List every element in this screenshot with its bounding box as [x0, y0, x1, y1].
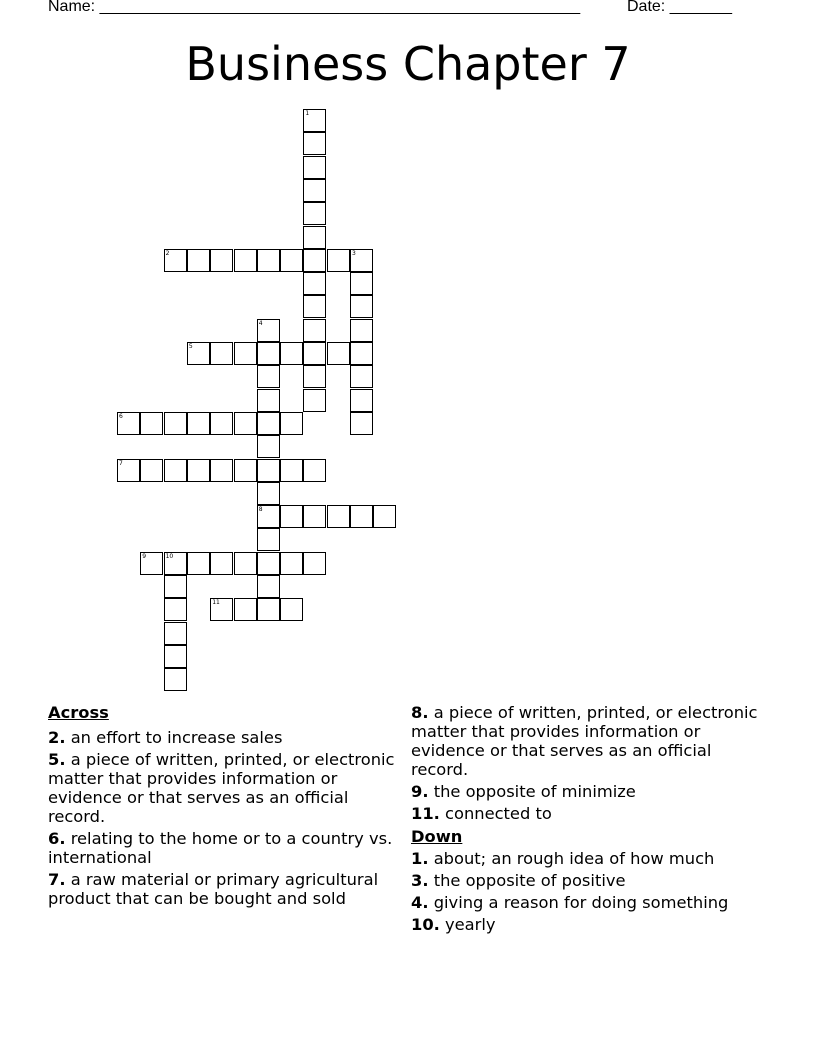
grid-cell[interactable] — [164, 575, 187, 598]
clue-text: a piece of written, printed, or electronic matter that provides information or evidence or that serves as an official record. — [48, 750, 395, 826]
clue-number: 4. — [411, 893, 429, 912]
grid-cell[interactable] — [140, 459, 163, 482]
clue-number: 3. — [411, 871, 429, 890]
grid-cell[interactable] — [303, 109, 326, 132]
cell-number: 3 — [352, 249, 356, 257]
page-title: Business Chapter 7 — [185, 37, 631, 91]
down-clue — [411, 871, 761, 890]
cell-number: 4 — [258, 319, 263, 327]
clue-text: connected to — [445, 804, 552, 823]
grid-cell[interactable] — [280, 598, 303, 621]
across-clue — [48, 728, 400, 747]
clue-number: 7. — [48, 870, 66, 889]
grid-cell[interactable] — [187, 249, 210, 272]
grid-cell[interactable] — [187, 412, 210, 435]
grid-cell[interactable] — [350, 389, 373, 412]
grid-cell[interactable] — [257, 412, 280, 435]
grid-cell[interactable] — [257, 598, 280, 621]
clue-number: 1. — [411, 849, 429, 868]
date-field[interactable]: Date: _______ — [627, 0, 732, 15]
across-clue — [48, 829, 400, 867]
grid-cell[interactable] — [303, 179, 326, 202]
across-clue — [48, 750, 400, 826]
grid-cell[interactable] — [257, 319, 280, 342]
grid-cell[interactable] — [257, 575, 280, 598]
grid-cell[interactable] — [303, 249, 326, 272]
clue-number: 2. — [48, 728, 66, 747]
cell-number: 10 — [165, 552, 174, 560]
cell-number: 8 — [258, 506, 263, 514]
down-clue — [411, 893, 761, 912]
grid-cell[interactable] — [257, 505, 280, 528]
grid-cell[interactable] — [164, 459, 187, 482]
clue-text: the opposite of positive — [433, 871, 626, 890]
cell-number: 5 — [188, 343, 193, 350]
cell-number: 9 — [142, 552, 147, 560]
grid-cell[interactable] — [210, 552, 233, 575]
cell-number: 1 — [305, 110, 310, 117]
grid-cell[interactable] — [257, 389, 280, 412]
grid-cell[interactable] — [164, 668, 187, 691]
grid-cell[interactable] — [234, 459, 257, 482]
grid-cell[interactable] — [164, 645, 187, 668]
grid-cell[interactable] — [187, 342, 210, 365]
grid-cell[interactable] — [257, 365, 280, 388]
grid-cell[interactable] — [303, 459, 326, 482]
grid-cell[interactable] — [210, 412, 233, 435]
grid-cell[interactable] — [303, 272, 326, 295]
cell-number: 2 — [165, 249, 170, 257]
grid-cell[interactable] — [350, 505, 373, 528]
grid-cell[interactable] — [303, 295, 326, 318]
grid-cell[interactable] — [164, 622, 187, 645]
clue-number: 10. — [411, 915, 440, 934]
grid-cell[interactable] — [280, 342, 303, 365]
grid-cell[interactable] — [210, 249, 233, 272]
grid-cell[interactable] — [327, 342, 350, 365]
grid-cell[interactable] — [303, 156, 326, 179]
grid-cell[interactable] — [303, 226, 326, 249]
clue-number: 5. — [48, 750, 66, 769]
grid-cell[interactable] — [350, 342, 373, 365]
clue-text: a raw material or primary agricultural product that can be bought and sold — [48, 870, 379, 908]
grid-cell[interactable] — [303, 505, 326, 528]
grid-cell[interactable] — [164, 249, 187, 272]
clue-text: a piece of written, printed, or electronic matter that provides information or evidence or that serves as an official record. — [411, 703, 758, 779]
cell-number: 6 — [119, 412, 123, 420]
grid-cell[interactable] — [280, 459, 303, 482]
grid-cell[interactable] — [257, 459, 280, 482]
down-clue — [411, 915, 761, 934]
grid-cell[interactable] — [257, 342, 280, 365]
across-clue — [411, 782, 761, 801]
clue-number: 9. — [411, 782, 429, 801]
grid-cell[interactable] — [164, 598, 187, 621]
grid-cell[interactable] — [234, 552, 257, 575]
clue-text: an effort to increase sales — [70, 728, 283, 747]
across-clue — [411, 804, 761, 823]
clue-number: 8. — [411, 703, 429, 722]
across-clue — [48, 870, 400, 908]
across-heading: Across — [48, 703, 109, 722]
grid-cell[interactable] — [303, 202, 326, 225]
down-heading: Down — [411, 827, 463, 846]
name-field[interactable]: Name: ______________________________________________________ — [48, 0, 581, 15]
grid-cell[interactable] — [210, 342, 233, 365]
grid-cell[interactable] — [117, 459, 140, 482]
grid-cell[interactable] — [210, 598, 233, 621]
grid-cell[interactable] — [327, 505, 350, 528]
grid-cell[interactable] — [257, 249, 280, 272]
clues-column-right — [411, 703, 761, 937]
grid-cell[interactable] — [350, 319, 373, 342]
clue-number: 11. — [411, 804, 440, 823]
grid-cell[interactable] — [327, 249, 350, 272]
grid-cell[interactable] — [164, 412, 187, 435]
cell-number: 11 — [212, 599, 220, 607]
grid-cell[interactable] — [303, 319, 326, 342]
across-clue — [411, 703, 761, 779]
grid-cell[interactable] — [350, 272, 373, 295]
grid-cell[interactable] — [234, 412, 257, 435]
clue-text: giving a reason for doing something — [433, 893, 729, 912]
grid-cell[interactable] — [350, 365, 373, 388]
grid-cell[interactable] — [140, 552, 163, 575]
clue-text: the opposite of minimize — [433, 782, 636, 801]
grid-cell[interactable] — [187, 459, 210, 482]
grid-cell[interactable] — [257, 435, 280, 458]
grid-cell[interactable] — [373, 505, 396, 528]
grid-cell[interactable] — [257, 482, 280, 505]
grid-cell[interactable] — [303, 389, 326, 412]
grid-cell[interactable] — [280, 249, 303, 272]
grid-cell[interactable] — [117, 412, 140, 435]
clue-text: yearly — [445, 915, 496, 934]
down-clue — [411, 849, 761, 868]
grid-cell[interactable] — [303, 365, 326, 388]
grid-cell[interactable] — [210, 459, 233, 482]
grid-cell[interactable] — [187, 552, 210, 575]
grid-cell[interactable] — [234, 598, 257, 621]
grid-cell[interactable] — [164, 552, 187, 575]
cell-number: 7 — [119, 459, 123, 467]
grid-cell[interactable] — [350, 295, 373, 318]
grid-cell[interactable] — [303, 342, 326, 365]
grid-cell[interactable] — [350, 412, 373, 435]
grid-cell[interactable] — [140, 412, 163, 435]
grid-cell[interactable] — [303, 132, 326, 155]
grid-cell[interactable] — [280, 505, 303, 528]
clues-column-left — [48, 703, 400, 911]
grid-cell[interactable] — [257, 552, 280, 575]
grid-cell[interactable] — [350, 249, 373, 272]
grid-cell[interactable] — [234, 249, 257, 272]
clue-text: relating to the home or to a country vs. international — [48, 829, 393, 867]
clue-text: about; an rough idea of how much — [433, 849, 715, 868]
grid-cell[interactable] — [303, 552, 326, 575]
grid-cell[interactable] — [280, 412, 303, 435]
clue-number: 6. — [48, 829, 66, 848]
grid-cell[interactable] — [257, 528, 280, 551]
grid-cell[interactable] — [234, 342, 257, 365]
grid-cell[interactable] — [280, 552, 303, 575]
